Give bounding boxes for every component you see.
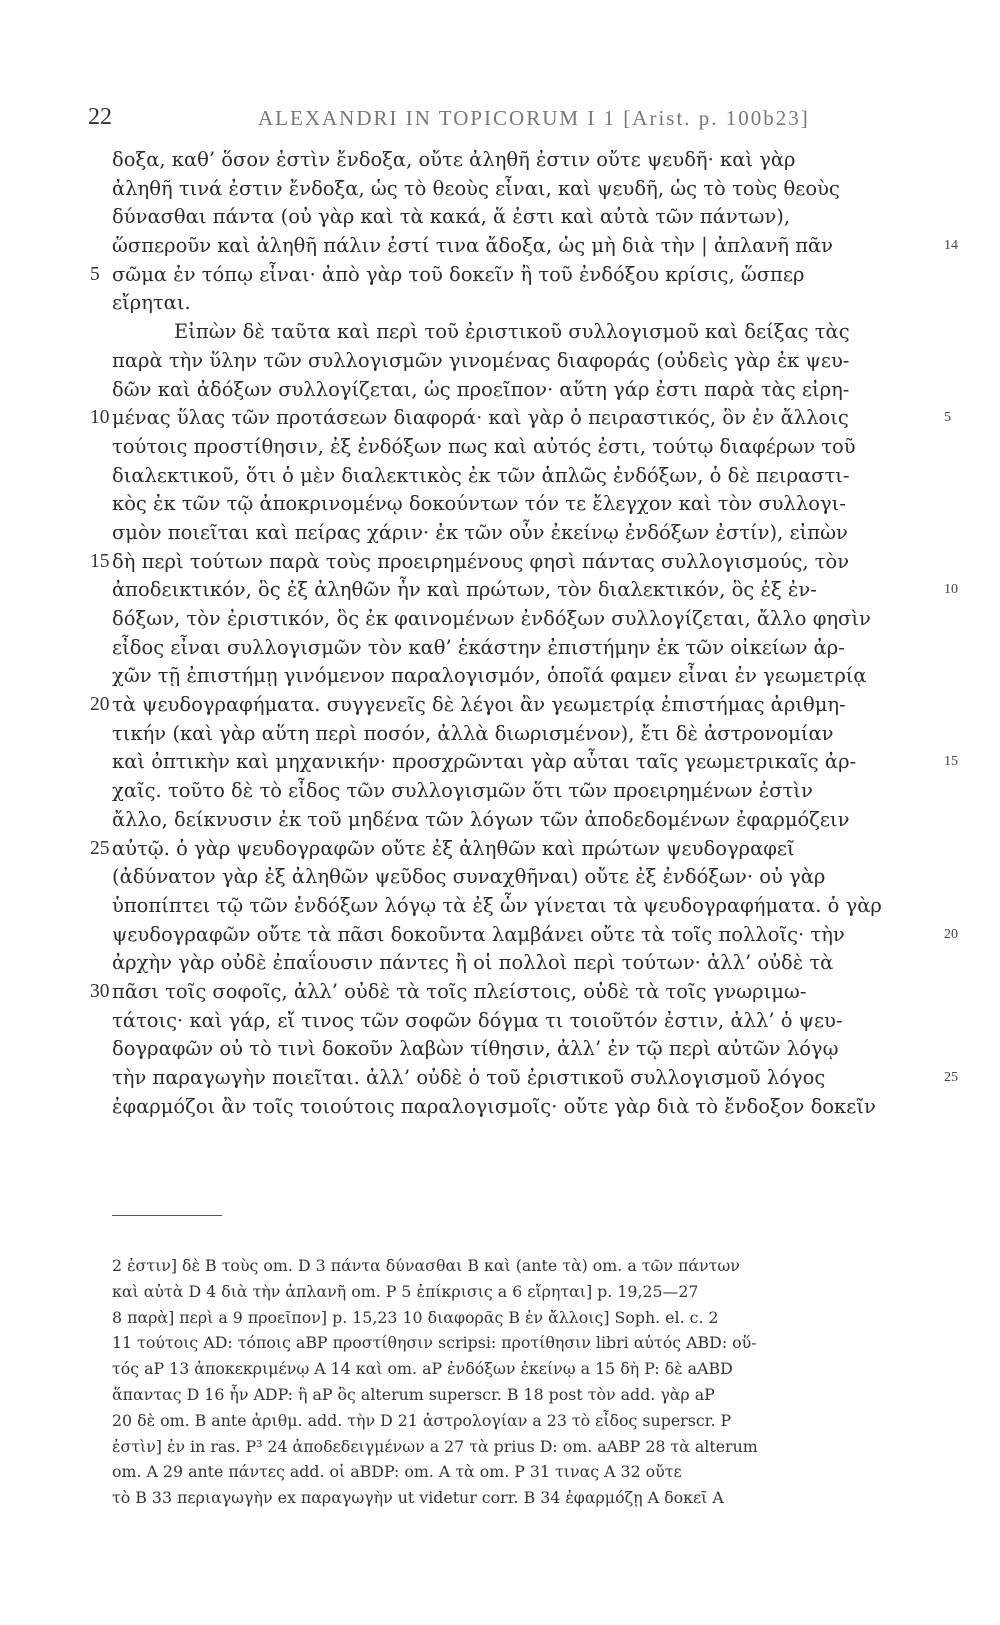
line-text: σμὸν ποιεῖται καὶ πείρας χάριν· ἐκ τῶν οὖν ἐκείνῳ ἐνδόξων ἐστίν), εἰπὼν <box>112 520 848 544</box>
text-line <box>0 404 1000 433</box>
text-line <box>0 634 1000 663</box>
text-line <box>0 978 1000 1007</box>
line-text: ἐφαρμόζοι ἂν τοῖς τοιούτοις παραλογισμοῖς· οὔτε γὰρ διὰ τὸ ἔνδοξον δοκεῖν <box>112 1094 876 1118</box>
line-text: παρὰ τὴν ὕλην τῶν συλλογισμῶν γινομένας διαφοράς (οὐδεὶς γὰρ ἐκ ψευ- <box>112 348 850 372</box>
line-text: μένας ὕλας τῶν προτάσεων διαφορά· καὶ γὰρ ὁ πειραστικός, ὃν ἐν ἄλλοις <box>112 406 849 430</box>
apparatus-text: 20 δὲ om. B ante ἀριθμ. add. τὴν D 21 ἀστρολογίαν a 23 τὸ εἶδος superscr. P <box>112 1410 732 1430</box>
text-line <box>0 232 1000 261</box>
text-line <box>0 261 1000 290</box>
text-line <box>0 576 1000 605</box>
text-line <box>0 462 1000 491</box>
line-text: δὴ περὶ τούτων παρὰ τοὺς προειρημένους φησὶ πάντας συλλογισμούς, τὸν <box>112 549 850 573</box>
margin-reference: 20 <box>944 926 958 942</box>
line-text: δογραφῶν οὐ τὸ τινὶ δοκοῦν λαβὼν τίθησιν, ἀλλ’ ἐν τῷ περὶ αὐτῶν λόγῳ <box>112 1037 839 1061</box>
line-text: αὐτῷ. ὁ γὰρ ψευδογραφῶν οὔτε ἐξ ἀληθῶν καὶ πρώτων ψευδογραφεῖ <box>112 836 795 860</box>
line-text: ἀρχὴν γὰρ οὐδὲ ἐπαΐουσιν πάντες ἢ οἱ πολλοὶ περὶ τούτων· ἀλλ’ οὐδὲ τὰ <box>112 951 834 975</box>
text-line <box>0 605 1000 634</box>
line-text: δῶν καὶ ἀδόξων συλλογίζεται, ὡς προεῖπον· αὕτη γάρ ἐστι παρὰ τὰς εἰρη- <box>112 377 850 401</box>
text-line <box>0 1035 1000 1064</box>
text-line <box>0 289 1000 318</box>
line-text: δοξα, καθ’ ὅσον ἐστὶν ἔνδοξα, οὔτε ἀληθῆ ἐστιν οὔτε ψευδῆ· καὶ γὰρ <box>112 148 796 171</box>
footnote-rule <box>112 1215 222 1216</box>
line-text: κὸς ἐκ τῶν τῷ ἀποκρινομένῳ δοκούντων τόν τε ἔλεγχον καὶ τὸν συλλογι- <box>112 492 846 516</box>
margin-reference: 10 <box>944 582 958 598</box>
margin-reference: 5 <box>944 410 951 426</box>
line-text: τάτοις· καὶ γάρ, εἴ τινος τῶν σοφῶν δόγμα τι τοιοῦτόν ἐστιν, ἀλλ’ ὁ ψευ- <box>112 1008 843 1032</box>
apparatus-text: καὶ αὐτὰ D 4 διὰ τὴν ἀπλανῆ om. P 5 ἐπίκρισις a 6 εἴρηται] p. 19,25—27 <box>112 1281 699 1301</box>
line-text: δύνασθαι πάντα (οὐ γὰρ καὶ τὰ κακά, ἅ ἐστι καὶ αὐτὰ τῶν πάντων), <box>112 205 791 229</box>
text-line <box>0 376 1000 405</box>
line-text: ψευδογραφῶν οὔτε τὰ πᾶσι δοκοῦντα λαμβάνει οὔτε τὰ τοῖς πολλοῖς· τὴν <box>112 922 845 946</box>
margin-reference: 14 <box>944 238 958 254</box>
text-line <box>0 175 1000 204</box>
text-line <box>0 1064 1000 1093</box>
apparatus-text: τὸ B 33 περιαγωγὴν ex παραγωγὴν ut videtur corr. B 34 ἐφαρμόζῃ A δοκεῖ A <box>112 1488 724 1508</box>
text-line <box>0 548 1000 577</box>
line-number: 30 <box>90 980 110 1002</box>
line-text: ἀποδεικτικόν, ὃς ἐξ ἀληθῶν ἦν καὶ πρώτων, τὸν διαλεκτικόν, ὃς ἐξ ἐν- <box>112 578 817 602</box>
text-line <box>0 720 1000 749</box>
apparatus-line <box>0 1382 1000 1408</box>
apparatus-text: τός aP 13 ἀποκεκριμένῳ A 14 καὶ om. aP ἐνδόξων ἐκείνῳ a 15 δὴ P: δὲ aABD <box>112 1359 733 1379</box>
line-text: τὴν παραγωγὴν ποιεῖται. ἀλλ’ οὐδὲ ὁ τοῦ ἐριστικοῦ συλλογισμοῦ λόγος <box>112 1066 826 1089</box>
line-number: 20 <box>90 694 110 716</box>
text-line <box>0 691 1000 720</box>
apparatus-line <box>0 1408 1000 1434</box>
apparatus-line <box>0 1434 1000 1460</box>
apparatus-text: ἅπαντας D 16 ἦν ADP: ἢ aP ὃς alterum superscr. B 18 post τὸν add. γὰρ aP <box>112 1384 715 1404</box>
line-text: χαῖς. τοῦτο δὲ τὸ εἶδος τῶν συλλογισμῶν ὅτι τῶν προειρημένων ἐστὶν <box>112 779 813 803</box>
text-line <box>0 662 1000 691</box>
apparatus-line <box>0 1330 1000 1356</box>
line-text: τικήν (καὶ γὰρ αὕτη περὶ ποσόν, ἀλλὰ διωρισμένον), ἔτι δὲ ἀστρονομίαν <box>112 721 834 745</box>
line-text: τὰ ψευδογραφήματα. συγγενεῖς δὲ λέγοι ἂν γεωμετρίᾳ ἐπιστήμας ἀριθμη- <box>112 693 846 717</box>
line-number: 15 <box>90 550 110 572</box>
text-line <box>0 1093 1000 1122</box>
line-number: 25 <box>90 837 110 859</box>
text-line <box>0 433 1000 462</box>
line-text: διαλεκτικοῦ, ὅτι ὁ μὲν διαλεκτικὸς ἐκ τῶν ἁπλῶς ἐνδόξων, ὁ δὲ πειραστι- <box>112 463 850 487</box>
text-line <box>0 777 1000 806</box>
apparatus-line <box>0 1305 1000 1331</box>
apparatus-line <box>0 1459 1000 1485</box>
apparatus-text: 2 ἐστιν] δὲ B τοὺς om. D 3 πάντα δύνασθαι B καὶ (ante τὰ) om. a τῶν πάντων <box>112 1256 740 1275</box>
line-text: τούτοις προστίθησιν, ἐξ ἐνδόξων πως καὶ αὐτός ἐστι, τούτῳ διαφέρων τοῦ <box>112 434 856 458</box>
margin-reference: 25 <box>944 1070 958 1085</box>
running-title: ALEXANDRI IN TOPICORUM I 1 [Arist. p. 100b23] <box>258 106 810 130</box>
line-text: ὑποπίπτει τῷ τῶν ἐνδόξων λόγῳ τὰ ἐξ ὧν γίνεται τὰ ψευδογραφήματα. ὁ γὰρ <box>112 893 882 917</box>
critical-apparatus <box>0 1253 1000 1511</box>
line-text: εἴρηται. <box>112 291 191 315</box>
margin-reference: 15 <box>944 754 958 770</box>
line-text: Εἰπὼν δὲ ταῦτα καὶ περὶ τοῦ ἐριστικοῦ συλλογισμοῦ καὶ δείξας τὰς <box>174 320 850 344</box>
text-line <box>0 806 1000 835</box>
apparatus-text: om. A 29 ante πάντες add. οἱ aBDP: om. A τὰ om. P 31 τινας A 32 οὔτε <box>112 1462 682 1482</box>
main-text <box>0 146 1000 1121</box>
apparatus-line <box>0 1253 1000 1279</box>
page-number: 22 <box>88 104 112 130</box>
text-line <box>0 318 1000 347</box>
text-line <box>0 347 1000 376</box>
text-line <box>0 146 1000 175</box>
text-line <box>0 519 1000 548</box>
text-line <box>0 490 1000 519</box>
line-text: πᾶσι τοῖς σοφοῖς, ἀλλ’ οὐδὲ τὰ τοῖς πλείστοις, οὐδὲ τὰ τοῖς γνωριμω- <box>112 979 807 1003</box>
line-number: 10 <box>90 407 110 429</box>
text-line <box>0 949 1000 978</box>
line-text: ἀληθῆ τινά ἐστιν ἔνδοξα, ὡς τὸ θεοὺς εἶναι, καὶ ψευδῆ, ὡς τὸ τοὺς θεοὺς <box>112 176 840 200</box>
apparatus-line <box>0 1485 1000 1511</box>
line-text: (ἀδύνατον γὰρ ἐξ ἀληθῶν ψεῦδος συναχθῆναι) οὔτε ἐξ ἐνδόξων· οὐ γὰρ <box>112 865 826 889</box>
text-line <box>0 921 1000 950</box>
apparatus-text: 11 τούτοις AD: τόποις aBP προστίθησιν scripsi: προτίθησιν libri αὐτός ABD: οὕ- <box>112 1333 757 1353</box>
text-line <box>0 1007 1000 1036</box>
text-line <box>0 203 1000 232</box>
page-header <box>88 100 880 140</box>
apparatus-text: ἐστὶν] ἐν in ras. P³ 24 ἀποδεδειγμένων a 27 τὰ prius D: om. aABP 28 τὰ alterum <box>112 1436 758 1456</box>
line-text: χῶν τῇ ἐπιστήμῃ γινόμενον παραλογισμόν, ὁποῖά φαμεν εἶναι ἐν γεωμετρίᾳ <box>112 664 867 688</box>
line-number: 5 <box>90 263 100 285</box>
text-line <box>0 748 1000 777</box>
text-line <box>0 863 1000 892</box>
line-text: σῶμα ἐν τόπῳ εἶναι· ἀπὸ γὰρ τοῦ δοκεῖν ἢ τοῦ ἐνδόξου κρίσις, ὥσπερ <box>112 262 805 286</box>
apparatus-line <box>0 1279 1000 1305</box>
text-line <box>0 835 1000 864</box>
line-text: ἄλλο, δείκνυσιν ἐκ τοῦ μηδένα τῶν λόγων τῶν ἀποδεδομένων ἐφαρμόζειν <box>112 807 850 831</box>
apparatus-line <box>0 1356 1000 1382</box>
line-text: ὥσπεροῦν καὶ ἀληθῆ πάλιν ἐστί τινα ἄδοξα, ὡς μὴ διὰ τὴν | ἀπλανῆ πᾶν <box>112 234 834 258</box>
apparatus-text: 8 παρὰ] περὶ a 9 προεῖπον] p. 15,23 10 διαφορᾶς B ἐν ἄλλοις] Soph. el. c. 2 <box>112 1307 719 1327</box>
line-text: καὶ ὀπτικὴν καὶ μηχανικήν· προσχρῶνται γὰρ αὗται ταῖς γεωμετρικαῖς ἀρ- <box>112 750 857 774</box>
line-text: εἶδος εἶναι συλλογισμῶν τὸν καθ’ ἑκάστην ἐπιστήμην ἐκ τῶν οἰκείων ἀρ- <box>112 635 845 659</box>
line-text: δόξων, τὸν ἐριστικόν, ὃς ἐκ φαινομένων ἐνδόξων συλλογίζεται, ἄλλο φησὶν <box>112 607 871 630</box>
text-line <box>0 892 1000 921</box>
